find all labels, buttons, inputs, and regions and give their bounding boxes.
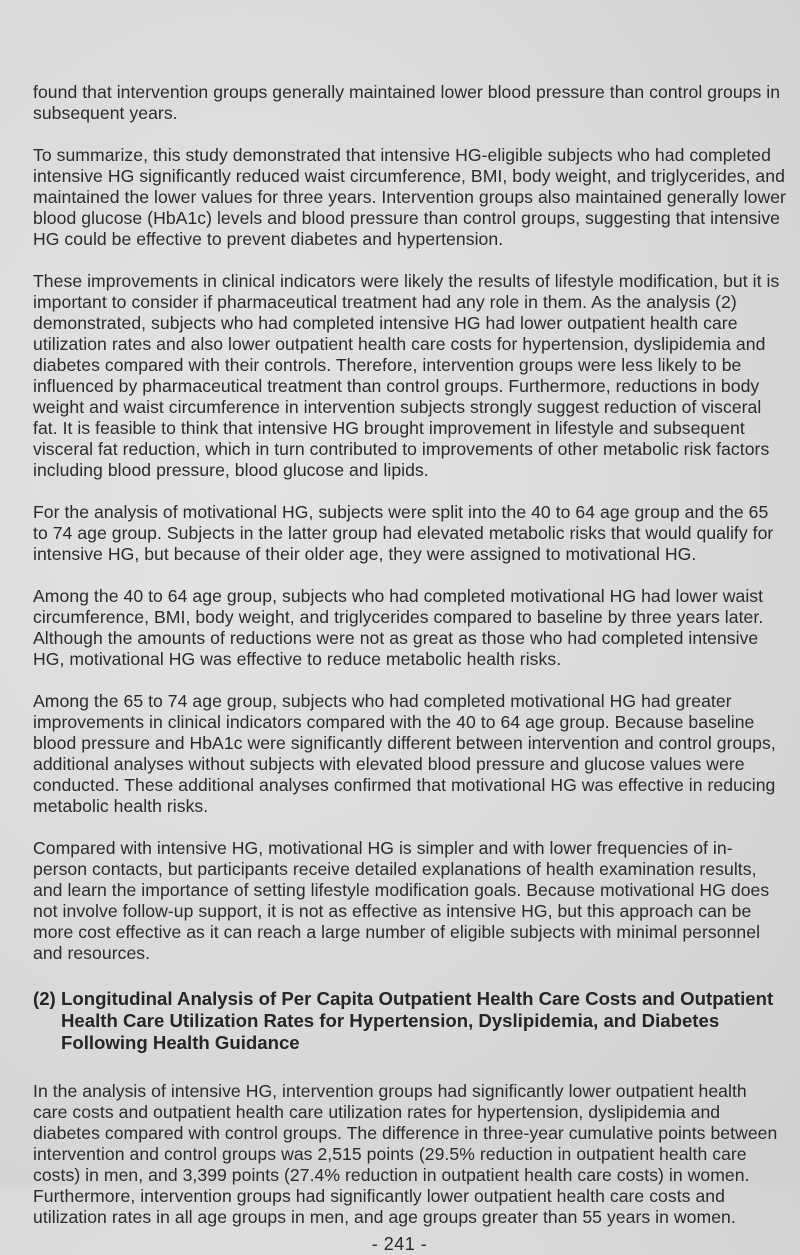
section-number: (2) [33,988,56,1009]
paragraph-8: In the analysis of intensive HG, intervention groups had significantly lower outpatient health care costs and outpatient health care utilization rates for hypertension, dyslipidemia and diabetes compared with control groups. The difference in three-year cumulative points between intervention and control groups was 2,515 points (29.5% reduction in outpatient health care costs) in men, and 3,399 points (27.4% reduction in outpatient health care costs) in women. Furthermore, intervention groups had significantly lower outpatient health care costs and utilization rates in all age groups in men, and age groups greater than 55 years in women. [33,1081,778,1227]
paragraph-2: To summarize, this study demonstrated that intensive HG-eligible subjects who had completed intensive HG significantly reduced waist circumference, BMI, body weight, and triglycerides, and maintained the lower values for three years. Intervention groups also maintained generally lower blood glucose (HbA1c) levels and blood pressure than control groups, suggesting that intensive HG could be effective to prevent diabetes and hypertension. [33,145,786,249]
section-heading [33,988,786,1054]
paragraph-6: Among the 65 to 74 age group, subjects who had completed motivational HG had greater improvements in clinical indicators compared with the 40 to 64 age group. Because baseline blood pressure and HbA1c were significantly different between intervention and control groups, additional analyses without subjects with elevated blood pressure and glucose values were conducted. These additional analyses confirmed that motivational HG was effective in reducing metabolic health risks. [33,691,776,816]
paragraph-7: Compared with intensive HG, motivational HG is simpler and with lower frequencies of in-person contacts, but participants receive detailed explanations of health examination results, and learn the importance of setting lifestyle modification goals. Because motivational HG does not involve follow-up support, it is not as effective as intensive HG, but this approach can be more cost effective as it can reach a large number of eligible subjects with minimal personnel and resources. [33,838,770,963]
page-number: - 241 - [371,1234,428,1254]
paragraph-5: Among the 40 to 64 age group, subjects who had completed motivational HG had lower waist circumference, BMI, body weight, and triglycerides compared to baseline by three years later. Although the amounts of reductions were not as great as those who had completed intensive HG, motivational HG was effective to reduce metabolic health risks. [33,586,764,669]
paragraph-4: For the analysis of motivational HG, subjects were split into the 40 to 64 age group and the 65 to 74 age group. Subjects in the latter group had elevated metabolic risks that would qualify for intensive HG, but because of their older age, they were assigned to motivational HG. [33,502,774,564]
paragraph-3: These improvements in clinical indicators were likely the results of lifestyle modification, but it is important to consider if pharmaceutical treatment had any role in them. As the analysis (2) demonstrated, subjects who had completed intensive HG had lower outpatient health care utilization rates and also lower outpatient health care costs for hypertension, dyslipidemia and diabetes compared with their controls. Therefore, intervention groups were less likely to be influenced by pharmaceutical treatment than control groups. Furthermore, reductions in body weight and waist circumference in intervention subjects strongly suggest reduction of visceral fat. It is feasible to think that intensive HG brought improvement in lifestyle and subsequent visceral fat reduction, which in turn contributed to improvements of other metabolic risk factors including blood pressure, blood glucose and lipids. [33,271,780,480]
section-title: Longitudinal Analysis of Per Capita Outpatient Health Care Costs and Outpatient Health Care Utilization Rates for Hypertension, Dyslipidemia, and Diabetes Following Health Guidance [61,988,774,1053]
paragraph-1: found that intervention groups generally maintained lower blood pressure than control groups in subsequent years. [33,82,781,123]
